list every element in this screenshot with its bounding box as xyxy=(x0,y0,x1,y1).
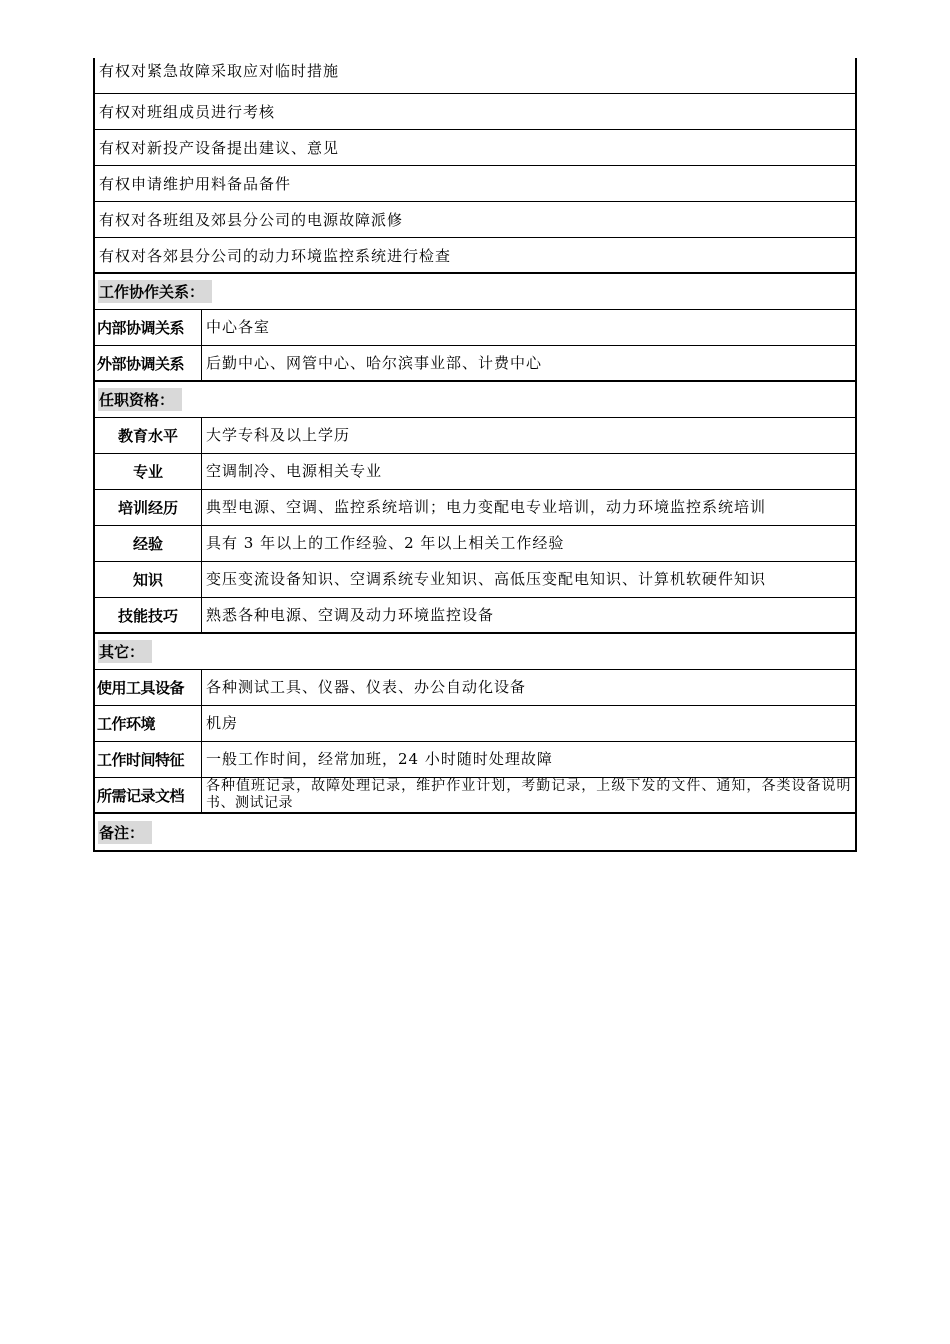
authority-text: 有权对班组成员进行考核 xyxy=(99,103,276,121)
row-value: 各种值班记录，故障处理记录，维护作业计划，考勤记录，上级下发的文件、通知，各类设备说明书、测试记录 xyxy=(206,778,851,811)
row-value: 变压变流设备知识、空调系统专业知识、高低压变配电知识、计算机软硬件知识 xyxy=(206,570,767,588)
row-label: 知识 xyxy=(95,562,202,597)
row-label: 内部协调关系 xyxy=(95,310,202,345)
authority-row xyxy=(95,130,855,166)
authority-row xyxy=(95,238,855,274)
row-label: 工作环境 xyxy=(95,706,202,741)
row-label: 专业 xyxy=(95,454,202,489)
row-value: 具有 3 年以上的工作经验、2 年以上相关工作经验 xyxy=(206,534,565,552)
others-row xyxy=(95,706,855,742)
qualification-row xyxy=(95,418,855,454)
section-title: 备注： xyxy=(98,821,152,844)
row-label: 工作时间特征 xyxy=(95,742,202,777)
others-row xyxy=(95,742,855,778)
section-header-others xyxy=(95,634,855,670)
qualification-row xyxy=(95,562,855,598)
row-value: 熟悉各种电源、空调及动力环境监控设备 xyxy=(206,605,495,624)
authority-text: 有权对各班组及郊县分公司的电源故障派修 xyxy=(99,211,404,229)
row-label: 教育水平 xyxy=(95,418,202,453)
row-value: 大学专科及以上学历 xyxy=(206,426,351,444)
row-value: 典型电源、空调、监控系统培训；电力变配电专业培训，动力环境监控系统培训 xyxy=(206,498,767,516)
row-label: 外部协调关系 xyxy=(95,346,202,380)
section-header-cooperation xyxy=(95,274,855,310)
job-description-table xyxy=(93,58,857,852)
authority-text: 有权对紧急故障采取应对临时措施 xyxy=(99,62,340,80)
authority-row xyxy=(95,58,855,94)
authority-row xyxy=(95,94,855,130)
qualification-row xyxy=(95,490,855,526)
row-label: 所需记录文档 xyxy=(95,778,202,812)
row-label: 经验 xyxy=(95,526,202,561)
row-value: 后勤中心、网管中心、哈尔滨事业部、计费中心 xyxy=(206,353,543,372)
authority-text: 有权对新投产设备提出建议、意见 xyxy=(99,139,340,157)
cooperation-row-external xyxy=(95,346,855,382)
qualification-row xyxy=(95,454,855,490)
row-label: 培训经历 xyxy=(95,490,202,525)
section-title: 任职资格： xyxy=(98,388,182,411)
authority-row xyxy=(95,202,855,238)
authority-text: 有权对各郊县分公司的动力环境监控系统进行检查 xyxy=(99,246,452,265)
qualification-row xyxy=(95,598,855,634)
row-value: 各种测试工具、仪器、仪表、办公自动化设备 xyxy=(206,678,527,696)
cooperation-row-internal xyxy=(95,310,855,346)
authority-text: 有权申请维护用料备品备件 xyxy=(99,175,292,193)
row-value: 一般工作时间，经常加班，24 小时随时处理故障 xyxy=(206,750,553,768)
section-title: 工作协作关系： xyxy=(98,280,212,303)
section-header-qualifications xyxy=(95,382,855,418)
others-row xyxy=(95,778,855,814)
row-label: 使用工具设备 xyxy=(95,670,202,705)
row-label: 技能技巧 xyxy=(95,598,202,632)
section-title: 其它： xyxy=(98,640,152,663)
row-value: 空调制冷、电源相关专业 xyxy=(206,462,383,480)
others-row xyxy=(95,670,855,706)
section-header-remarks xyxy=(95,814,855,850)
row-value: 中心各室 xyxy=(206,318,271,336)
row-value: 机房 xyxy=(206,714,239,732)
qualification-row xyxy=(95,526,855,562)
authority-row xyxy=(95,166,855,202)
